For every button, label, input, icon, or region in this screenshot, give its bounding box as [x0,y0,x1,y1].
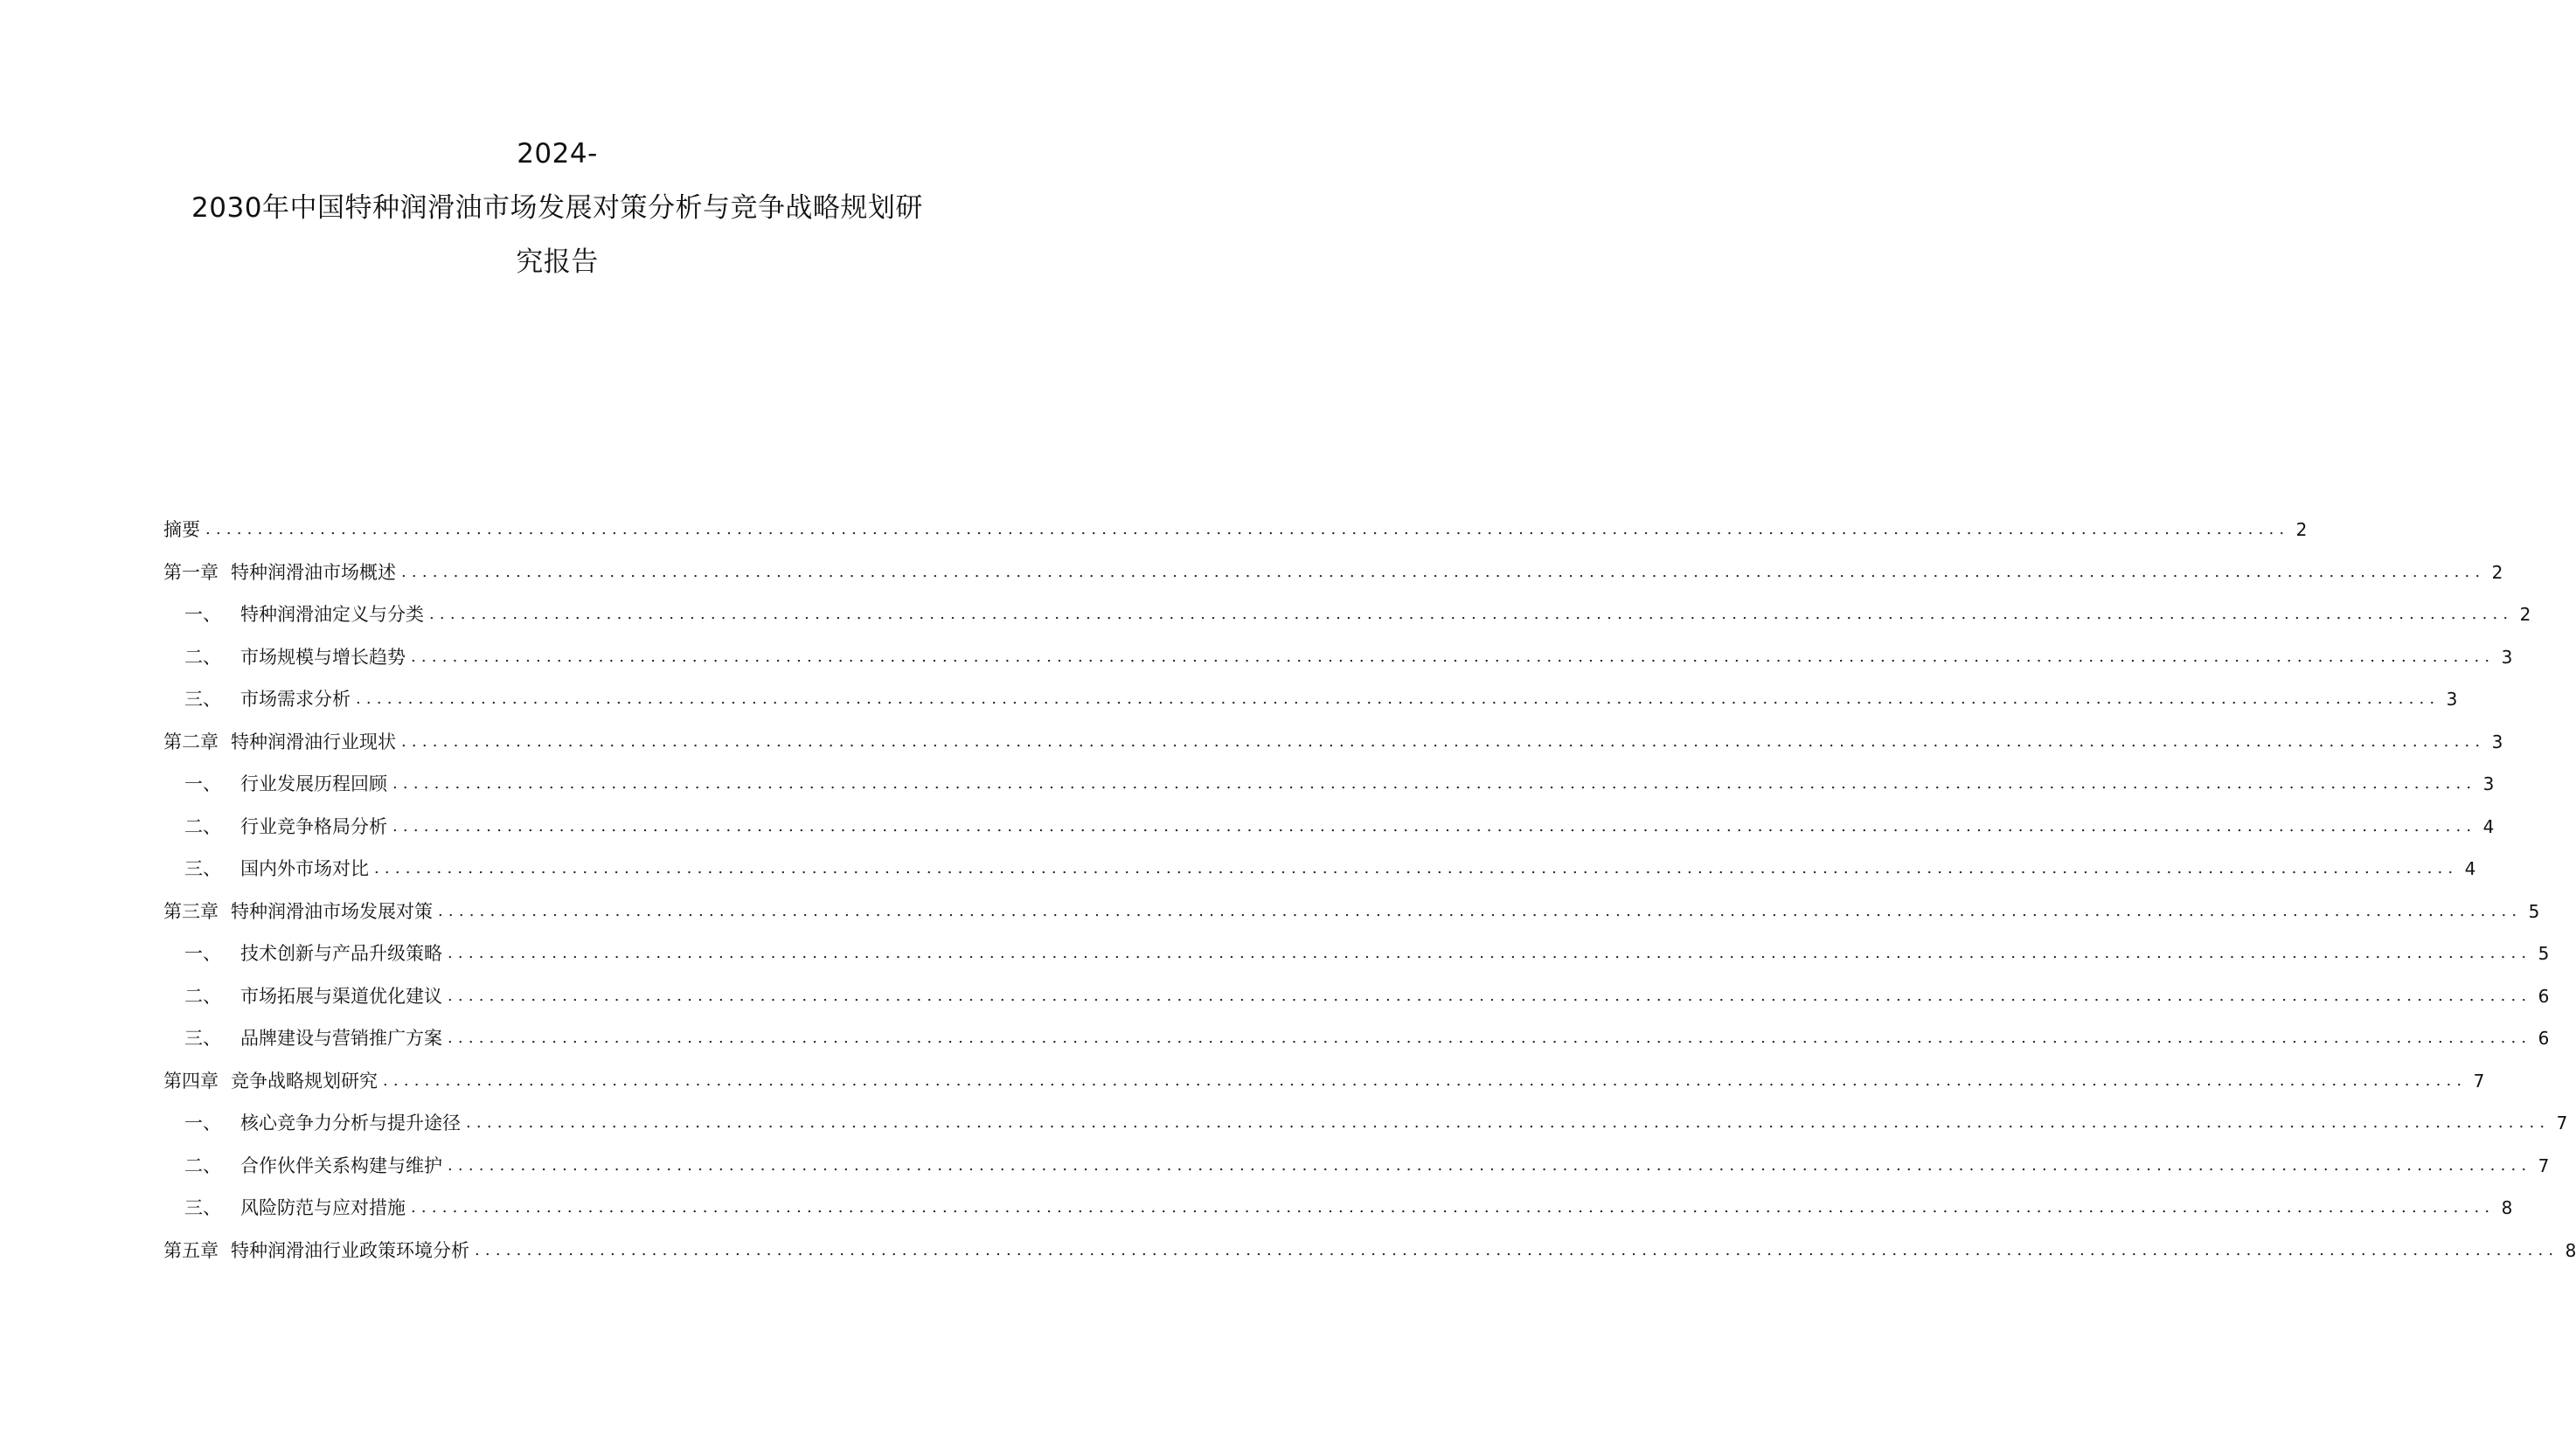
toc-page-number: 5 [2528,900,2540,922]
toc-page-number: 3 [2482,773,2495,794]
title-line-2: 2030年中国特种润滑油市场发展对策分析与竞争战略规划研 [191,192,923,224]
toc-page-number: 8 [2501,1197,2513,1218]
toc-entry-label [184,646,406,669]
toc-entry-number: 第三章 [163,900,219,922]
toc-entry-label [163,518,200,541]
toc-entry-label [184,857,369,880]
toc-entry-text: 特种润滑油行业政策环境分析 [231,1239,469,1261]
toc-entry[interactable] [163,1112,2568,1154]
toc-page-number: 3 [2501,646,2513,668]
toc-entry-label [184,1112,461,1134]
toc-page-number: 2 [2491,561,2503,583]
toc-entry-number: 二、 [184,985,221,1007]
toc-entry-text: 行业竞争格局分析 [240,815,387,837]
toc-entry[interactable] [163,518,2308,561]
toc-entry-label [163,1070,378,1092]
toc-entry[interactable] [163,561,2503,604]
toc-entry-number: 三、 [184,689,221,710]
toc-page-number: 7 [2538,1154,2550,1176]
toc-entry[interactable] [163,646,2513,689]
toc-entry-text: 品牌建设与营销推广方案 [240,1028,442,1049]
toc-page-number: 5 [2538,943,2550,964]
toc-dot-leader: ........................................................................................................................................................................................................ [448,944,2532,962]
toc-page-number: 2 [2295,519,2308,540]
toc-dot-leader: ........................................................................................................................................................................................................ [448,1155,2532,1175]
toc-entry-text: 核心竞争力分析与提升途径 [240,1113,461,1133]
toc-page-number: 3 [2491,731,2503,752]
toc-entry-label [184,773,387,795]
toc-page-number: 4 [2464,858,2476,879]
toc-dot-leader: ........................................................................................................................................................................................................ [438,901,2523,920]
toc-entry-number: 第四章 [163,1070,219,1092]
toc-entry-text: 市场规模与增长趋势 [240,646,406,668]
toc-entry-number: 一、 [184,943,221,964]
toc-entry-number: 一、 [184,1113,221,1133]
toc-dot-leader: ........................................................................................................................................................................................................ [205,520,2290,538]
table-of-contents [163,518,2576,1281]
toc-entry[interactable] [163,1196,2513,1239]
toc-entry[interactable] [163,857,2476,900]
toc-dot-leader: ........................................................................................................................................................................................................ [429,605,2514,623]
toc-entry-text: 摘要 [163,519,200,540]
toc-entry-label [184,815,387,838]
toc-entry-text: 市场拓展与渠道优化建议 [240,985,442,1007]
toc-entry[interactable] [163,942,2550,985]
toc-entry-text: 竞争战略规划研究 [231,1070,378,1092]
toc-page-number: 2 [2519,604,2531,625]
toc-entry[interactable] [163,1027,2550,1070]
toc-entry-number: 一、 [184,604,221,625]
toc-entry-label [163,731,396,753]
toc-entry-label [184,688,351,711]
toc-entry-text: 合作伙伴关系构建与维护 [240,1154,442,1176]
toc-dot-leader: ........................................................................................................................................................................................................ [356,690,2441,708]
toc-dot-leader: ........................................................................................................................................................................................................ [411,647,2496,666]
toc-entry-label [184,1154,442,1177]
toc-entry-text: 特种润滑油定义与分类 [240,604,424,625]
toc-entry[interactable] [163,603,2531,646]
toc-entry[interactable] [163,1239,2576,1282]
toc-entry[interactable] [163,985,2550,1028]
toc-dot-leader: ........................................................................................................................................................................................................ [392,774,2477,793]
toc-entry-text: 技术创新与产品升级策略 [240,943,442,964]
toc-page-number: 7 [2556,1113,2568,1133]
toc-page-number: 4 [2482,815,2495,837]
toc-entry-text: 市场需求分析 [240,689,351,710]
toc-entry-number: 一、 [184,773,221,794]
toc-entry[interactable] [163,688,2458,731]
toc-entry-text: 特种润滑油市场发展对策 [231,900,433,922]
toc-entry-number: 二、 [184,815,221,837]
toc-dot-leader: ........................................................................................................................................................................................................ [374,859,2459,877]
toc-dot-leader: ........................................................................................................................................................................................................ [448,986,2532,1005]
toc-entry-label [163,561,396,584]
toc-dot-leader: ........................................................................................................................................................................................................ [466,1113,2551,1132]
toc-dot-leader: ........................................................................................................................................................................................................ [411,1198,2496,1217]
toc-page-number: 6 [2538,985,2550,1007]
toc-entry[interactable] [163,1154,2550,1197]
title-line-1: 2024- [517,138,598,170]
toc-dot-leader: ........................................................................................................................................................................................................ [448,1029,2532,1047]
toc-entry-number: 第二章 [163,731,219,752]
toc-entry[interactable] [163,773,2495,815]
toc-entry-number: 第五章 [163,1239,219,1261]
toc-entry-number: 三、 [184,1197,221,1218]
toc-entry-number: 二、 [184,646,221,668]
toc-entry-label [184,603,424,626]
toc-entry-number: 三、 [184,858,221,879]
toc-page-number: 8 [2565,1239,2576,1261]
toc-entry-text: 特种润滑油市场概述 [231,561,396,583]
toc-entry-label [163,1239,469,1262]
toc-entry-text: 国内外市场对比 [240,858,369,879]
toc-entry-text: 特种润滑油行业现状 [231,731,396,752]
toc-entry-number: 二、 [184,1154,221,1176]
toc-page-number: 6 [2538,1028,2550,1049]
toc-entry[interactable] [163,731,2503,773]
toc-entry-label [184,1027,442,1050]
title-line-3: 究报告 [516,246,599,278]
toc-entry-label [184,985,442,1008]
toc-page-number: 7 [2473,1070,2485,1092]
toc-dot-leader: ........................................................................................................................................................................................................ [401,562,2486,581]
toc-entry[interactable] [163,1070,2485,1113]
toc-page-number: 3 [2446,689,2458,710]
toc-entry-label [184,942,442,965]
toc-dot-leader: ........................................................................................................................................................................................................ [383,1071,2468,1090]
toc-entry-label [184,1196,406,1219]
toc-entry-text: 风险防范与应对措施 [240,1197,406,1218]
toc-entry-number: 三、 [184,1028,221,1049]
toc-entry-label [163,900,433,923]
toc-entry-text: 行业发展历程回顾 [240,773,387,794]
toc-entry[interactable] [163,815,2495,858]
toc-dot-leader: ........................................................................................................................................................................................................ [392,816,2477,835]
toc-dot-leader: ........................................................................................................................................................................................................ [475,1240,2559,1259]
toc-entry-number: 第一章 [163,561,219,583]
toc-dot-leader: ........................................................................................................................................................................................................ [401,731,2486,751]
document-title [0,127,1114,289]
toc-entry[interactable] [163,900,2540,943]
